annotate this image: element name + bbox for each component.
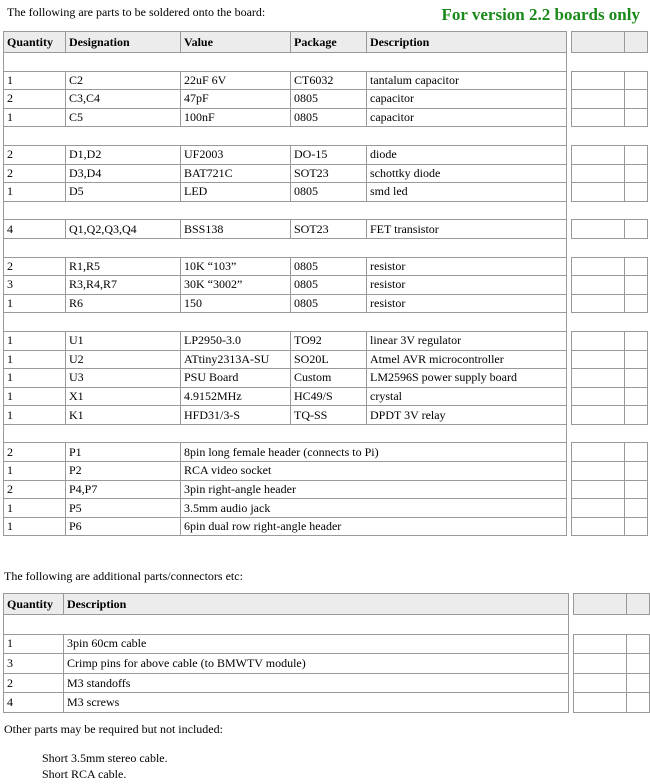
designation-cell: K1 [66,406,181,425]
description-cell: FET transistor [367,220,567,239]
table-row [4,145,648,164]
soldered-parts-table [3,31,648,536]
spacer-row [4,313,648,332]
quantity-cell: 1 [4,294,66,313]
check-box[interactable] [625,276,648,295]
header-description: Description [367,32,567,53]
additional-parts-text: The following are additional parts/connectors etc: [4,569,243,583]
check-box[interactable] [625,164,648,183]
header-designation: Designation [66,32,181,53]
check-box[interactable] [625,32,648,53]
package-cell: Custom [291,369,367,388]
check-box[interactable] [625,406,648,425]
quantity-cell: 1 [4,517,66,536]
check-box[interactable] [574,693,627,713]
quantity-cell: 2 [4,145,66,164]
check-box[interactable] [625,350,648,369]
spacer-row [4,127,648,146]
quantity-cell: 1 [4,634,64,654]
table-row [4,634,650,654]
table-row [4,331,648,350]
header-package: Package [291,32,367,53]
value-cell: 4.9152MHz [181,387,291,406]
table-header-row [4,32,648,53]
designation-cell: Q1,Q2,Q3,Q4 [66,220,181,239]
other-parts-text: Other parts may be required but not included: [4,722,223,736]
check-box[interactable] [572,90,625,109]
quantity-cell: 4 [4,220,66,239]
check-box[interactable] [572,164,625,183]
check-box[interactable] [572,480,625,499]
spacer-cell [572,127,648,146]
designation-cell: P5 [66,499,181,518]
value-cell: 47pF [181,90,291,109]
check-box[interactable] [572,406,625,425]
table-row [4,294,648,313]
designation-cell: R1,R5 [66,257,181,276]
package-cell: HC49/S [291,387,367,406]
check-box[interactable] [572,257,625,276]
designation-cell: D5 [66,183,181,202]
check-box[interactable] [627,673,650,693]
table-row [4,443,648,462]
designation-cell: X1 [66,387,181,406]
value-cell: PSU Board [181,369,291,388]
description-cell: 3.5mm audio jack [181,499,567,518]
header-quantity: Quantity [4,594,64,615]
description-cell: tantalum capacitor [367,71,567,90]
value-cell: BSS138 [181,220,291,239]
other-item: Short 3.5mm stereo cable. [42,751,168,765]
designation-cell: U3 [66,369,181,388]
package-cell: 0805 [291,108,367,127]
designation-cell: P1 [66,443,181,462]
header-description: Description [64,594,569,615]
description-cell: resistor [367,294,567,313]
designation-cell: U2 [66,350,181,369]
designation-cell: P4,P7 [66,480,181,499]
quantity-cell: 3 [4,276,66,295]
check-box[interactable] [574,673,627,693]
table-row [4,499,648,518]
package-cell: TO92 [291,331,367,350]
quantity-cell: 1 [4,183,66,202]
table-row [4,480,648,499]
check-box[interactable] [625,108,648,127]
quantity-cell: 1 [4,369,66,388]
check-box[interactable] [574,634,627,654]
description-cell: DPDT 3V relay [367,406,567,425]
table-row [4,108,648,127]
spacer-row [4,424,648,443]
description-cell: RCA video socket [181,462,567,481]
description-cell: 8pin long female header (connects to Pi) [181,443,567,462]
description-cell: resistor [367,276,567,295]
spacer-row [4,201,648,220]
description-cell: linear 3V regulator [367,331,567,350]
value-cell: 150 [181,294,291,313]
description-cell: Crimp pins for above cable (to BMWTV module) [64,654,569,674]
description-cell: M3 screws [64,693,569,713]
value-cell: 100nF [181,108,291,127]
check-box[interactable] [627,654,650,674]
check-box[interactable] [572,145,625,164]
check-box[interactable] [627,693,650,713]
table-row [4,90,648,109]
check-box[interactable] [572,32,625,53]
check-box[interactable] [572,499,625,518]
quantity-cell: 1 [4,406,66,425]
quantity-cell: 1 [4,462,66,481]
spacer-cell [4,238,567,257]
designation-cell: C5 [66,108,181,127]
check-box[interactable] [572,220,625,239]
spacer-cell [4,53,567,72]
check-box[interactable] [572,517,625,536]
check-box[interactable] [625,257,648,276]
quantity-cell: 1 [4,71,66,90]
intro-text: The following are parts to be soldered onto the board: [7,5,266,19]
description-cell: resistor [367,257,567,276]
designation-cell: R6 [66,294,181,313]
designation-cell: D1,D2 [66,145,181,164]
quantity-cell: 1 [4,387,66,406]
spacer-cell [4,127,567,146]
quantity-cell: 1 [4,499,66,518]
spacer-cell [572,201,648,220]
version-note: For version 2.2 boards only [441,5,640,24]
description-cell: LM2596S power supply board [367,369,567,388]
spacer-cell [4,615,569,635]
spacer-cell [572,238,648,257]
spacer-row [4,615,650,635]
spacer-row [4,53,648,72]
additional-parts-table [3,593,650,713]
header-value: Value [181,32,291,53]
check-box[interactable] [625,387,648,406]
value-cell: LP2950-3.0 [181,331,291,350]
designation-cell: R3,R4,R7 [66,276,181,295]
package-cell: 0805 [291,183,367,202]
package-cell: TQ-SS [291,406,367,425]
check-box[interactable] [625,294,648,313]
table-row [4,276,648,295]
check-box[interactable] [572,350,625,369]
table-row [4,693,650,713]
quantity-cell: 2 [4,443,66,462]
check-box[interactable] [572,71,625,90]
package-cell: SOT23 [291,220,367,239]
value-cell: 22uF 6V [181,71,291,90]
designation-cell: P6 [66,517,181,536]
designation-cell: U1 [66,331,181,350]
table-row [4,369,648,388]
table-row [4,462,648,481]
table-row [4,654,650,674]
spacer-cell [572,424,648,443]
package-cell: DO-15 [291,145,367,164]
description-cell: diode [367,145,567,164]
table-header-row [4,594,650,615]
check-box[interactable] [625,183,648,202]
check-box[interactable] [572,369,625,388]
check-box[interactable] [625,145,648,164]
check-box[interactable] [572,276,625,295]
quantity-cell: 2 [4,673,64,693]
table-row [4,406,648,425]
check-box[interactable] [574,654,627,674]
check-box[interactable] [572,387,625,406]
table-row [4,350,648,369]
spacer-cell [572,53,648,72]
check-box[interactable] [572,108,625,127]
quantity-cell: 3 [4,654,64,674]
package-cell: 0805 [291,276,367,295]
check-box[interactable] [625,71,648,90]
spacer-cell [4,424,567,443]
spacer-cell [4,313,567,332]
quantity-cell: 2 [4,164,66,183]
spacer-cell [574,615,650,635]
quantity-cell: 2 [4,257,66,276]
check-box[interactable] [574,594,627,615]
package-cell: 0805 [291,90,367,109]
value-cell: HFD31/3-S [181,406,291,425]
check-box[interactable] [625,517,648,536]
table-row [4,673,650,693]
table-row [4,220,648,239]
designation-cell: P2 [66,462,181,481]
check-box[interactable] [625,369,648,388]
description-cell: M3 standoffs [64,673,569,693]
designation-cell: D3,D4 [66,164,181,183]
value-cell: UF2003 [181,145,291,164]
table-row [4,71,648,90]
quantity-cell: 1 [4,350,66,369]
check-box[interactable] [572,294,625,313]
description-cell: crystal [367,387,567,406]
check-box[interactable] [625,443,648,462]
spacer-cell [572,313,648,332]
check-box[interactable] [625,462,648,481]
check-box[interactable] [625,220,648,239]
check-box[interactable] [572,331,625,350]
package-cell: CT6032 [291,71,367,90]
quantity-cell: 1 [4,331,66,350]
description-cell: capacitor [367,108,567,127]
quantity-cell: 2 [4,480,66,499]
description-cell: Atmel AVR microcontroller [367,350,567,369]
value-cell: ATtiny2313A-SU [181,350,291,369]
description-cell: 3pin 60cm cable [64,634,569,654]
table-row [4,164,648,183]
description-cell: 6pin dual row right-angle header [181,517,567,536]
package-cell: 0805 [291,294,367,313]
package-cell: SO20L [291,350,367,369]
check-box[interactable] [572,183,625,202]
check-box[interactable] [627,634,650,654]
description-cell: smd led [367,183,567,202]
package-cell: SOT23 [291,164,367,183]
check-box[interactable] [572,443,625,462]
spacer-row [4,238,648,257]
table-row [4,257,648,276]
description-cell: 3pin right-angle header [181,480,567,499]
value-cell: 10K “103” [181,257,291,276]
quantity-cell: 1 [4,108,66,127]
check-box[interactable] [572,462,625,481]
check-box[interactable] [625,480,648,499]
package-cell: 0805 [291,257,367,276]
value-cell: 30K “3002” [181,276,291,295]
description-cell: capacitor [367,90,567,109]
spacer-cell [4,201,567,220]
table-row [4,183,648,202]
header-quantity: Quantity [4,32,66,53]
table-row [4,517,648,536]
other-item: Short RCA cable. [42,767,127,781]
value-cell: BAT721C [181,164,291,183]
check-box[interactable] [625,499,648,518]
designation-cell: C3,C4 [66,90,181,109]
check-box[interactable] [625,331,648,350]
quantity-cell: 2 [4,90,66,109]
table-row [4,387,648,406]
quantity-cell: 4 [4,693,64,713]
check-box[interactable] [625,90,648,109]
designation-cell: C2 [66,71,181,90]
description-cell: schottky diode [367,164,567,183]
value-cell: LED [181,183,291,202]
check-box[interactable] [627,594,650,615]
